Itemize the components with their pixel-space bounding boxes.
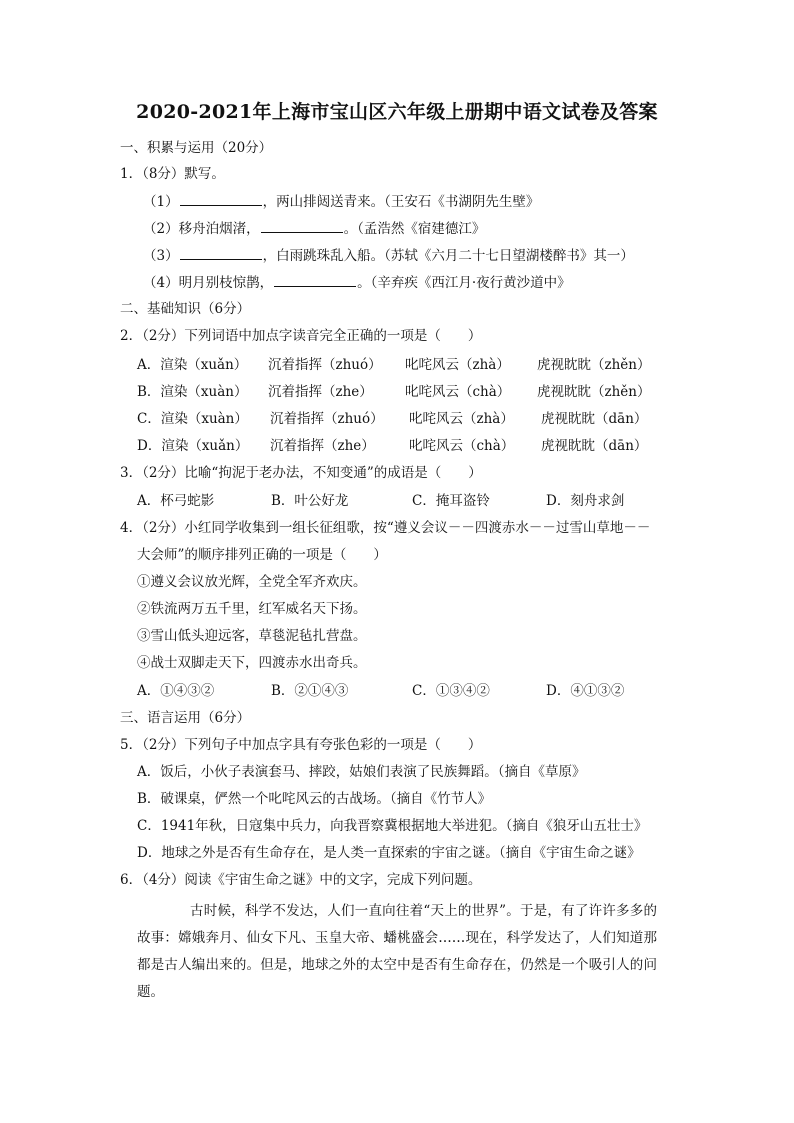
q4-lyric-4: ④战士双脚走天下，四渡赤水出奇兵。 bbox=[137, 655, 367, 671]
q2-b-word-2: 沉着指挥（zhe） bbox=[268, 384, 373, 400]
reading-passage: 古时候，科学不发达，人们一直向往着“天上的世界”。于是，有了许许多多的故事：嫦娥奔月、仙女下凡、玉皇大帝、蟠桃盛会……现在，科学发达了，人们知道那都是古人编出来的。但是，地球之外的太空中是否有生命存在，仍然是一个吸引人的问题。 bbox=[137, 903, 657, 1000]
q4-lyric-2: ②铁流两万五千里，红军威名天下扬。 bbox=[137, 601, 367, 617]
q2-d-word-2: 沉着指挥（zhe） bbox=[270, 438, 375, 454]
section-heading-1: 一、积累与运用（20分） bbox=[120, 140, 273, 156]
q4-option-b[interactable]: B．②①④③ bbox=[271, 683, 349, 699]
q5-option-c[interactable]: C．1941年秋，日寇集中兵力，向我晋察冀根据地大举进犯。（摘自《狼牙山五壮士》 bbox=[137, 818, 648, 834]
q1-item-3-prefix: （3） bbox=[143, 248, 179, 264]
q5-option-a[interactable]: A．饭后，小伙子表演套马、摔跤，姑娘们表演了民族舞蹈。（摘自《草原》 bbox=[137, 764, 586, 780]
q2-a-word-1: A．渲染（xuǎn） bbox=[137, 357, 248, 373]
section-heading-3: 三、语言运用（6分） bbox=[120, 710, 251, 726]
question-1-stem: 1．（8分）默写。 bbox=[120, 166, 225, 182]
page-title: 2020-2021年上海市宝山区六年级上册期中语文试卷及答案 bbox=[136, 101, 658, 123]
q5-option-d[interactable]: D．地球之外是否有生命存在，是人类一直探索的宇宙之谜。（摘自《宇宙生命之谜》 bbox=[137, 845, 641, 861]
q2-a-word-4: 虎视眈眈（zhěn） bbox=[537, 357, 651, 373]
q1-item-3 bbox=[143, 245, 634, 266]
q2-b-word-1: B．渲染（xuàn） bbox=[137, 384, 248, 400]
q2-d-word-1: D．渲染（xuǎn） bbox=[137, 438, 249, 454]
q1-item-4-suffix: 。（辛弃疾《西江月·夜行黄沙道中》 bbox=[357, 275, 571, 291]
q3-option-a[interactable]: A．杯弓蛇影 bbox=[137, 493, 215, 509]
q4-lyric-3: ③雪山低头迎远客，草毯泥毡扎营盘。 bbox=[137, 628, 367, 644]
question-4-stem-line-1: 4．（2分）小红同学收集到一组长征组歌，按“遵义会议－－四渡赤水－－过雪山草地－－ bbox=[120, 520, 651, 536]
q4-lyric-1: ①遵义会议放光辉，全党全军齐欢庆。 bbox=[137, 574, 367, 590]
answer-blank[interactable] bbox=[180, 191, 262, 206]
q1-item-3-suffix: ，白雨跳珠乱入船。（苏轼《六月二十七日望湖楼醉书》其一） bbox=[262, 248, 634, 264]
q2-d-word-3: 叱咤风云（chà） bbox=[409, 438, 515, 454]
q4-option-d[interactable]: D．④①③② bbox=[546, 683, 625, 699]
question-5-stem: 5．（2分）下列句子中加点字具有夸张色彩的一项是（ ） bbox=[120, 737, 482, 753]
q4-option-a[interactable]: A．①④③② bbox=[137, 683, 215, 699]
question-3-stem: 3．（2分）比喻“拘泥于老办法，不知变通”的成语是（ ） bbox=[120, 465, 482, 481]
question-4-stem-line-2: 大会师”的顺序排列正确的一项是（ ） bbox=[137, 547, 387, 563]
q2-b-word-3: 叱咤风云（chà） bbox=[405, 384, 511, 400]
answer-blank[interactable] bbox=[261, 218, 343, 233]
q2-b-word-4: 虎视眈眈（zhěn） bbox=[537, 384, 651, 400]
q2-c-word-1: C．渲染（xuàn） bbox=[137, 411, 248, 427]
q1-item-2 bbox=[143, 218, 485, 239]
q1-item-1-suffix: ，两山排闼送青来。（王安石《书湖阴先生壁》 bbox=[262, 194, 540, 210]
q3-option-b[interactable]: B．叶公好龙 bbox=[271, 493, 349, 509]
section-heading-2: 二、基础知识（6分） bbox=[120, 301, 251, 317]
q2-a-word-3: 叱咤风云（zhà） bbox=[405, 357, 510, 373]
q1-item-1 bbox=[143, 191, 539, 212]
q2-a-word-2: 沉着指挥（zhuó） bbox=[268, 357, 382, 373]
q3-option-d[interactable]: D．刻舟求剑 bbox=[546, 493, 625, 509]
q1-item-4 bbox=[143, 272, 571, 293]
q3-option-c[interactable]: C．掩耳盗铃 bbox=[412, 493, 490, 509]
q1-item-2-suffix: 。（孟浩然《宿建德江》 bbox=[343, 221, 486, 237]
question-6-stem: 6．（4分）阅读《宇宙生命之谜》中的文字，完成下列问题。 bbox=[120, 872, 482, 888]
answer-blank[interactable] bbox=[274, 272, 356, 287]
q4-option-c[interactable]: C．①③④② bbox=[412, 683, 490, 699]
q5-option-b[interactable]: B．破课桌，俨然一个叱咤风云的古战场。（摘自《竹节人》 bbox=[137, 791, 492, 807]
q1-item-4-prefix: （4）明月别枝惊鹊， bbox=[143, 275, 274, 291]
answer-blank[interactable] bbox=[180, 245, 262, 260]
question-2-stem: 2．（2分）下列词语中加点字读音完全正确的一项是（ ） bbox=[120, 328, 482, 344]
q2-c-word-2: 沉着指挥（zhuó） bbox=[270, 411, 384, 427]
q1-item-1-prefix: （1） bbox=[143, 194, 179, 210]
q2-c-word-3: 叱咤风云（zhà） bbox=[409, 411, 514, 427]
q2-d-word-4: 虎视眈眈（dān） bbox=[541, 438, 648, 454]
q2-c-word-4: 虎视眈眈（dān） bbox=[541, 411, 648, 427]
q1-item-2-prefix: （2）移舟泊烟渚， bbox=[143, 221, 260, 237]
